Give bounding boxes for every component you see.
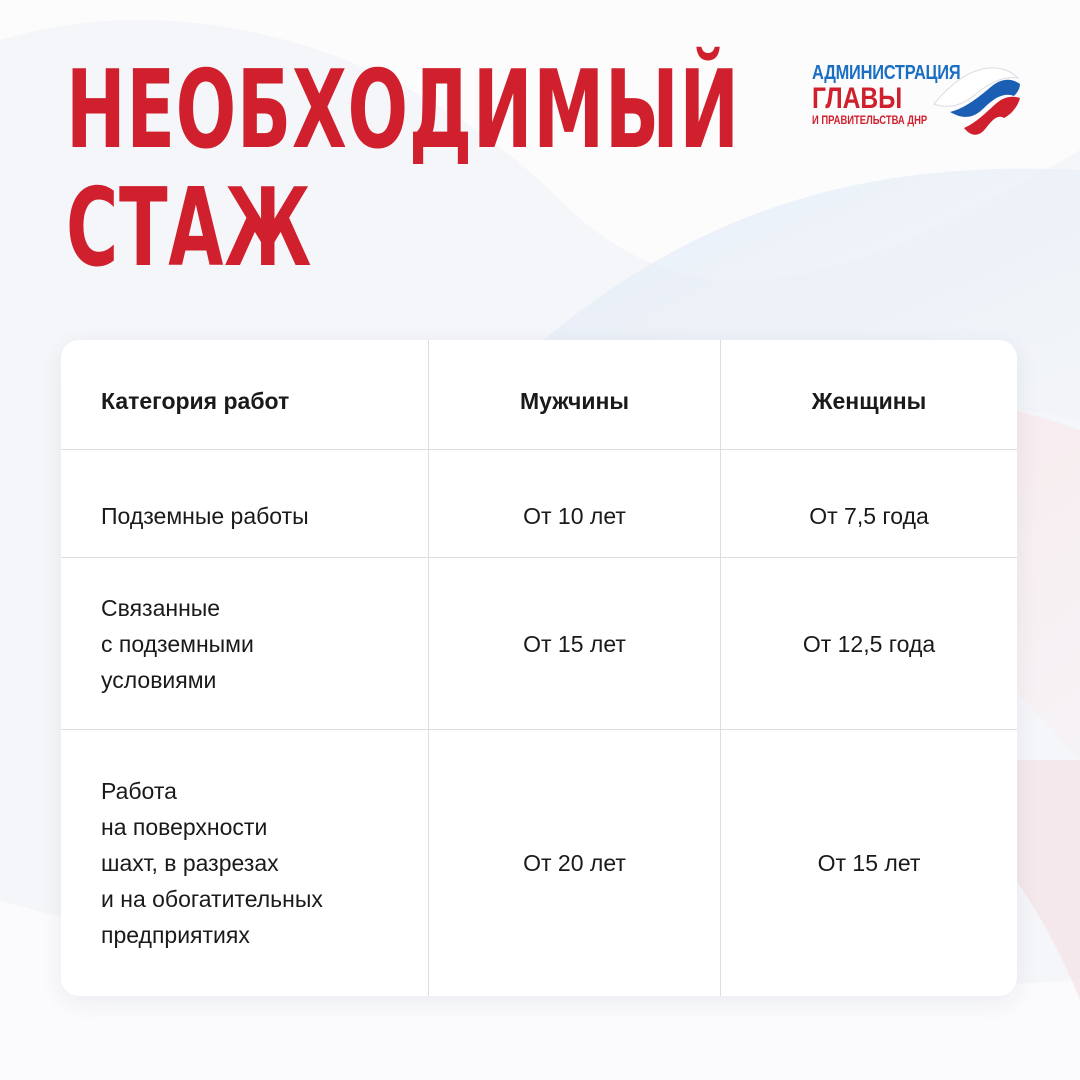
header-women: Женщины [721, 340, 1017, 450]
logo-line-3: И ПРАВИТЕЛЬСТВА ДНР [812, 115, 928, 127]
row-3-women: От 15 лет [817, 850, 921, 876]
row-2-category: Связанные с подземными условиями [61, 558, 429, 730]
row-1-category: Подземные работы [61, 450, 429, 558]
row-1-women: От 7,5 года [721, 450, 1017, 558]
logo-line-1: АДМИНИСТРАЦИЯ [812, 62, 961, 84]
row-2-women: От 12,5 года [721, 558, 1017, 730]
row-3-category: Работа на поверхности шахт, в разрезах и на обогатительных предприятиях [61, 730, 429, 996]
experience-table [61, 340, 1017, 996]
header-category: Категория работ [61, 340, 429, 450]
page-title-line-2: СТАЖ [66, 166, 312, 291]
row-1-men: От 10 лет [429, 450, 721, 558]
header-men: Мужчины [429, 340, 721, 450]
russian-flag-ribbon-icon [930, 64, 1022, 140]
row-3-men: От 20 лет [429, 730, 721, 996]
row-2-men: От 15 лет [429, 558, 721, 730]
page-title-line-1: НЕОБХОДИМЫЙ [66, 48, 740, 173]
logo-line-2: ГЛАВЫ [812, 82, 903, 115]
administration-logo [812, 62, 1022, 146]
experience-table-card [61, 340, 1017, 996]
page-title [66, 48, 740, 291]
